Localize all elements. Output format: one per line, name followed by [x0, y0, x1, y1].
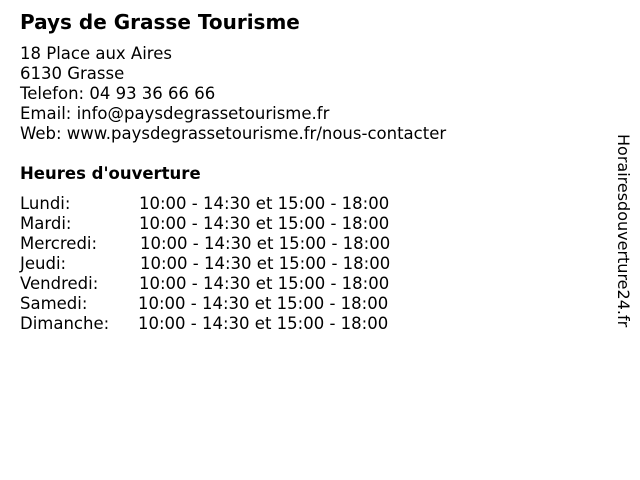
- street-address: 18 Place aux Aires: [20, 44, 172, 63]
- day-label: Lundi:: [20, 194, 71, 213]
- day-hours: 10:00 - 14:30 et 15:00 - 18:00: [139, 274, 390, 293]
- day-hours: 10:00 - 14:30 et 15:00 - 18:00: [140, 234, 391, 253]
- site-watermark: Horairesdouverture24.fr: [614, 134, 633, 328]
- day-label: Vendredi:: [20, 274, 99, 293]
- day-label: Mardi:: [20, 214, 72, 233]
- day-label: Dimanche:: [20, 314, 110, 333]
- opening-hours-heading: Heures d'ouverture: [20, 164, 201, 183]
- day-hours: 10:00 - 14:30 et 15:00 - 18:00: [139, 214, 390, 233]
- phone-number: Telefon: 04 93 36 66 66: [20, 84, 216, 103]
- day-label: Mercredi:: [20, 234, 98, 253]
- day-label: Samedi:: [20, 294, 88, 313]
- website-address: Web: www.paysdegrassetourisme.fr/nous-contacter: [20, 124, 447, 143]
- business-name: Pays de Grasse Tourisme: [20, 10, 300, 34]
- email-address: Email: info@paysdegrassetourisme.fr: [20, 104, 330, 123]
- contact-details: [20, 44, 446, 144]
- day-label: Jeudi:: [20, 254, 67, 273]
- day-hours: 10:00 - 14:30 et 15:00 - 18:00: [138, 314, 389, 333]
- day-hours: 10:00 - 14:30 et 15:00 - 18:00: [139, 194, 390, 213]
- city-address: 6130 Grasse: [20, 64, 125, 83]
- day-hours: 10:00 - 14:30 et 15:00 - 18:00: [140, 254, 391, 273]
- day-hours: 10:00 - 14:30 et 15:00 - 18:00: [138, 294, 389, 313]
